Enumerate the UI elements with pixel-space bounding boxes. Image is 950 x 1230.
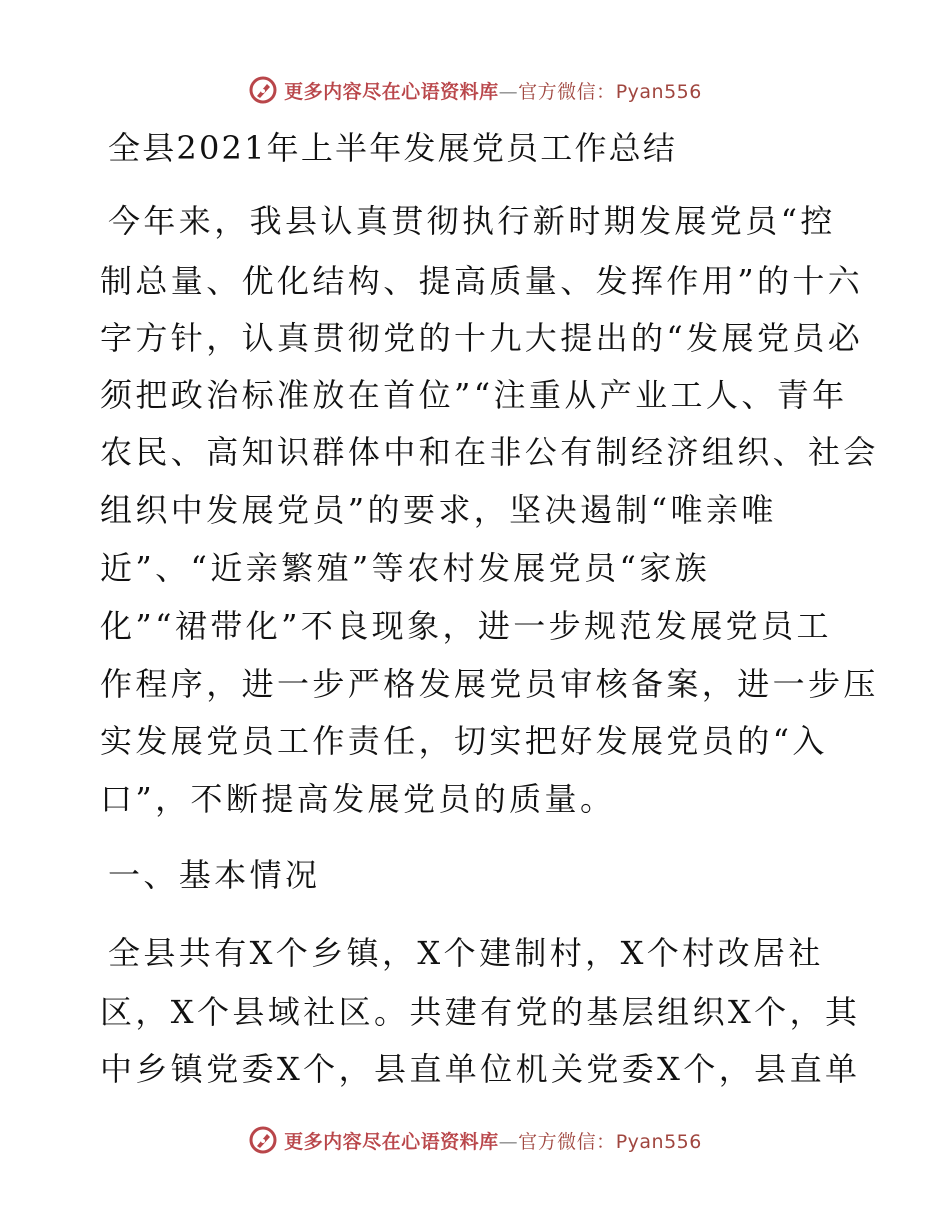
watermark-main: 更多内容尽在心语资料库: [284, 80, 499, 103]
intro-line-9: 作程序，进一步严格发展党员审核备案，进一步压: [100, 665, 879, 703]
watermark-text: [284, 77, 702, 104]
pen-nib-circle-icon: [248, 75, 278, 105]
section-heading-1: 一、基本情况: [108, 856, 321, 894]
section1-line-1: 全县共有X个乡镇，X个建制村，X个村改居社: [108, 934, 824, 972]
intro-line-11: 口”，不断提高发展党员的质量。: [100, 780, 616, 818]
watermark-official: 官方微信：: [518, 80, 616, 103]
section1-line-2: 区，X个县域社区。共建有党的基层组织X个，其: [100, 993, 861, 1031]
intro-line-2: 制总量、优化结构、提高质量、发挥作用”的十六: [100, 262, 864, 300]
watermark-official: 官方微信：: [518, 1130, 616, 1153]
intro-line-7: 近”、“近亲繁殖”等农村发展党员“家族: [100, 549, 711, 587]
intro-line-8: 化”“裙带化”不良现象，进一步规范发展党员工: [100, 607, 832, 645]
watermark-wechat: Pyan556: [615, 80, 702, 103]
pen-nib-circle-icon: [248, 1125, 278, 1155]
intro-line-5: 农民、高知识群体中和在非公有制经济组织、社会: [100, 433, 879, 471]
intro-line-4: 须把政治标准放在首位”“注重从产业工人、青年: [100, 376, 848, 414]
watermark-wechat: Pyan556: [615, 1130, 702, 1153]
watermark-banner-bottom: [0, 1120, 950, 1160]
watermark-banner-top: [0, 70, 950, 110]
intro-line-1: 今年来，我县认真贯彻执行新时期发展党员“控: [108, 202, 836, 240]
watermark-dash: —: [498, 80, 519, 103]
intro-line-10: 实发展党员工作责任，切实把好发展党员的“入: [100, 722, 828, 760]
section1-line-3: 中乡镇党委X个，县直单位机关党委X个，县直单: [100, 1050, 861, 1088]
watermark-main: 更多内容尽在心语资料库: [284, 1130, 499, 1153]
intro-line-3: 字方针，认真贯彻党的十九大提出的“发展党员必: [100, 319, 864, 357]
intro-line-6: 组织中发展党员”的要求，坚决遏制“唯亲唯: [100, 491, 777, 529]
document-title: 全县2021年上半年发展党员工作总结: [108, 129, 678, 167]
watermark-text: [284, 1127, 702, 1154]
watermark-dash: —: [498, 1130, 519, 1153]
